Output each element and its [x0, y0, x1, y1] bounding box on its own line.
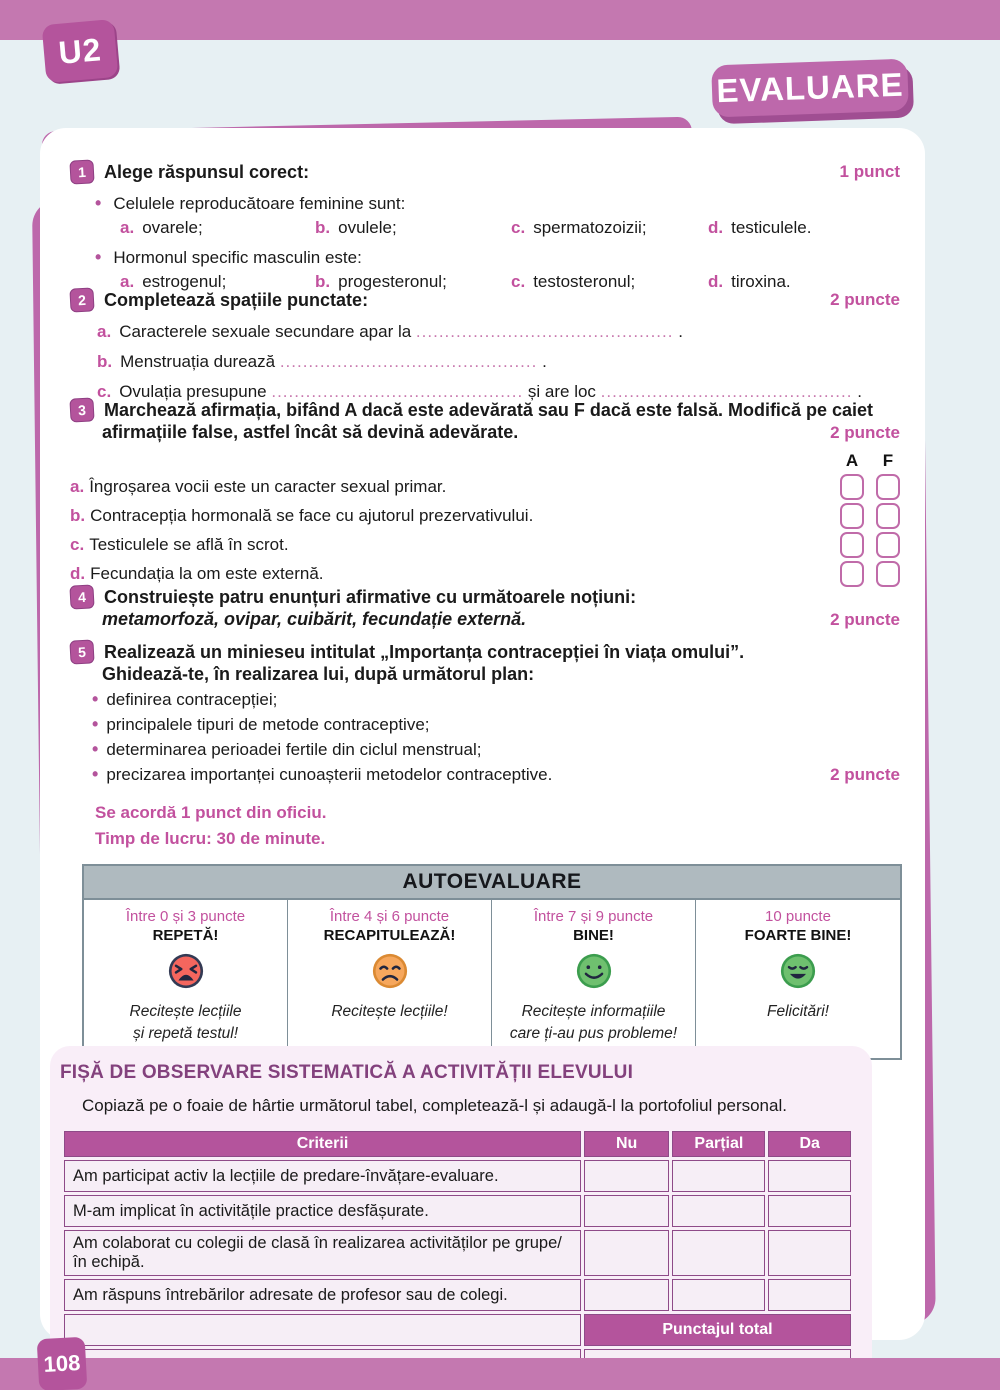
- self-assessment-cell: [84, 900, 288, 1058]
- empty-cell: [64, 1314, 581, 1346]
- self-assessment-cell: [492, 900, 696, 1058]
- dotted-blank: ............................................: [600, 382, 853, 401]
- time-note: Timp de lucru: 30 de minute.: [95, 828, 326, 848]
- statement-row: [70, 561, 900, 587]
- self-assessment-table: [82, 864, 902, 1060]
- question-title-line2: Ghidează-te, în realizarea lui, după următorul plan:: [102, 664, 535, 684]
- question-title-line2: afirmațiile false, astfel încât să devină adevărate.: [102, 422, 519, 442]
- question-4: [70, 585, 900, 630]
- advice-text: Recitește informațiile care ți-au pus probleme!: [509, 1003, 678, 1043]
- answer-cell-partial[interactable]: [672, 1195, 765, 1227]
- question-number-badge: 3: [69, 397, 94, 422]
- statement-text: Îngroșarea vocii este un caracter sexual primar.: [89, 477, 447, 496]
- observation-sheet-title: FIȘĂ DE OBSERVARE SISTEMATICĂ A ACTIVITĂȚII ELEVULUI: [60, 1062, 634, 1083]
- bullet-icon: •: [95, 193, 102, 213]
- score-range: Între 4 și 6 puncte: [329, 908, 450, 925]
- smiling-face-icon: [575, 952, 613, 990]
- laughing-face-icon: [779, 952, 817, 990]
- option-group-prompt: Celulele reproducătoare feminine sunt:: [113, 193, 406, 213]
- exam-notes: [95, 800, 326, 851]
- score-range: Între 7 și 9 puncte: [533, 908, 654, 925]
- question-title: Alege răspunsul corect:: [104, 161, 310, 182]
- evaluation-banner: EVALUARE: [711, 59, 909, 118]
- verdict-label: FOARTE BINE!: [744, 927, 852, 944]
- criterion-text: M-am implicat în activitățile practice desfășurate.: [64, 1195, 581, 1227]
- option-text: spermatozoizii;: [533, 218, 647, 237]
- option-letter: c.: [511, 218, 526, 237]
- bullet-icon: •: [92, 689, 99, 709]
- statement-letter: b.: [70, 506, 86, 525]
- statement-row: [70, 503, 900, 529]
- criterion-text: Am participat activ la lecțiile de predare-învățare-evaluare.: [64, 1160, 581, 1192]
- answer-cell-partial[interactable]: [672, 1279, 765, 1311]
- table-row: [64, 1279, 851, 1311]
- header-partial: Parțial: [672, 1131, 765, 1157]
- fill-in-line: c. Ovulația presupune ............................................ și are loc ............................................ .: [97, 382, 862, 401]
- verdict-label: BINE!: [573, 927, 614, 944]
- score-range: 10 puncte: [765, 908, 831, 925]
- sad-face-icon: [371, 952, 409, 990]
- header-da: Da: [768, 1131, 851, 1157]
- table-row: [64, 1195, 851, 1227]
- dotted-blank: .............................................: [279, 352, 538, 371]
- question-number-badge: 2: [69, 287, 94, 312]
- option-letter: a.: [120, 218, 135, 237]
- option-text: progesteronul;: [338, 272, 447, 291]
- statement-row: [70, 474, 900, 500]
- self-assessment-cell: [288, 900, 492, 1058]
- question-number-badge: 1: [69, 159, 94, 184]
- points-label: 2 puncte: [830, 422, 900, 442]
- question-title: Completează spațiile punctate:: [104, 289, 369, 310]
- answer-cell-da[interactable]: [768, 1279, 851, 1311]
- checkbox-f[interactable]: [876, 474, 900, 500]
- self-assessment-title: AUTOEVALUARE: [84, 866, 900, 900]
- self-assessment-cell: [696, 900, 900, 1058]
- points-label: 2 puncte: [830, 609, 900, 629]
- option-text: ovulele;: [338, 218, 397, 237]
- statement-letter: c.: [70, 535, 85, 554]
- bonus-note: Se acordă 1 punct din oficiu.: [95, 803, 327, 822]
- column-a-label: A: [845, 451, 859, 470]
- answer-cell-partial[interactable]: [672, 1230, 765, 1276]
- option-letter: c.: [511, 272, 526, 291]
- question-number-badge: 5: [69, 639, 94, 664]
- table-header-row: [64, 1131, 851, 1157]
- plan-item: • definirea contracepției;: [92, 689, 278, 709]
- header-nu: Nu: [584, 1131, 669, 1157]
- unit-badge: U2: [42, 19, 119, 83]
- advice-text: Recitește lecțiile și repetă testul!: [129, 1003, 242, 1043]
- option-group-prompt: Hormonul specific masculin este:: [113, 247, 362, 267]
- answer-cell-nu[interactable]: [584, 1279, 669, 1311]
- total-row: [64, 1314, 851, 1346]
- points-label: 2 puncte: [830, 290, 900, 309]
- statement-text: Testiculele se află în scrot.: [89, 535, 289, 554]
- column-f-label: F: [882, 451, 894, 470]
- answer-cell-nu[interactable]: [584, 1230, 669, 1276]
- statement-text: Contracepția hormonală se face cu ajutorul prezervativului.: [90, 506, 534, 525]
- plan-item: • precizarea importanței cunoașterii metodelor contraceptive. 2 puncte: [92, 764, 900, 784]
- checkbox-f[interactable]: [876, 503, 900, 529]
- question-title: Construiește patru enunțuri afirmative cu următoarele noțiuni:: [104, 586, 637, 607]
- crying-face-icon: [167, 952, 205, 990]
- verdict-label: RECAPITULEAZĂ!: [323, 927, 456, 944]
- total-label: Punctajul total: [584, 1314, 851, 1346]
- page-number: 108: [37, 1337, 88, 1390]
- bullet-icon: •: [92, 714, 99, 734]
- bullet-icon: •: [92, 739, 99, 759]
- option-letter: d.: [708, 218, 724, 237]
- option-text: testosteronul;: [533, 272, 636, 291]
- checkbox-f[interactable]: [876, 561, 900, 587]
- true-false-header: [70, 451, 900, 471]
- advice-text: Felicitări!: [766, 1003, 829, 1020]
- option-letter: a.: [120, 272, 135, 291]
- plan-item: • principalele tipuri de metode contraceptive;: [92, 714, 430, 734]
- fill-in-line: b. Menstruația durează ............................................. .: [97, 352, 547, 371]
- statement-row: [70, 532, 900, 558]
- option-letter: b.: [315, 272, 331, 291]
- answer-cell-nu[interactable]: [584, 1195, 669, 1227]
- bottom-band: [0, 1358, 1000, 1390]
- score-range: Între 0 și 3 puncte: [125, 908, 246, 925]
- question-1: [70, 160, 900, 292]
- option-text: ovarele;: [142, 218, 203, 237]
- answer-cell-nu[interactable]: [584, 1160, 669, 1192]
- dotted-blank: ............................................: [271, 382, 524, 401]
- answer-cell-partial[interactable]: [672, 1160, 765, 1192]
- checkbox-f[interactable]: [876, 532, 900, 558]
- fill-in-line: a. Caracterele sexuale secundare apar la ............................................. .: [97, 322, 683, 341]
- header-criterii: Criterii: [64, 1131, 581, 1157]
- observation-sheet-intro: Copiază pe o foaie de hârtie următorul tabel, completează-l și adaugă-l la portofoliul personal.: [82, 1096, 787, 1115]
- criterion-text: Am răspuns întrebărilor adresate de profesor sau de colegi.: [64, 1279, 581, 1311]
- question-3: [70, 398, 900, 587]
- criterion-text: Am colaborat cu colegii de clasă în realizarea activităților pe grupe/în echipă.: [64, 1230, 581, 1276]
- question-number-badge: 4: [69, 584, 94, 609]
- statement-letter: a.: [70, 477, 85, 496]
- dotted-blank: .............................................: [415, 322, 674, 341]
- answer-cell-da[interactable]: [768, 1230, 851, 1276]
- checkbox-a[interactable]: [840, 503, 864, 529]
- advice-text: Recitește lecțiile!: [331, 1003, 448, 1020]
- points-label: 1 punct: [839, 162, 900, 181]
- top-band: [0, 0, 1000, 40]
- observation-table: [61, 1128, 854, 1384]
- question-5: [70, 640, 900, 785]
- table-row: [64, 1230, 851, 1276]
- plan-item: • determinarea perioadei fertile din ciclul menstrual;: [92, 739, 482, 759]
- question-2: [70, 288, 900, 402]
- question-title: Realizează un minieseu intitulat „Importanța contracepției în viața omului”.: [104, 641, 745, 662]
- option-row: [120, 218, 900, 238]
- statement-letter: d.: [70, 564, 86, 583]
- checkbox-a[interactable]: [840, 474, 864, 500]
- statement-text: Fecundația la om este externă.: [90, 564, 324, 583]
- option-letter: b.: [315, 218, 331, 237]
- bullet-icon: •: [92, 764, 99, 784]
- option-text: testiculele.: [731, 218, 812, 237]
- option-text: tiroxina.: [731, 272, 791, 291]
- question-terms: metamorfoză, ovipar, cuibărit, fecundație externă.: [102, 609, 527, 629]
- question-title: Marchează afirmația, bifând A dacă este adevărată sau F dacă este falsă. Modifică pe caiet: [104, 399, 873, 420]
- points-label: 2 puncte: [830, 764, 900, 784]
- verdict-label: REPETĂ!: [152, 927, 219, 944]
- checkbox-a[interactable]: [840, 561, 864, 587]
- checkbox-a[interactable]: [840, 532, 864, 558]
- answer-cell-da[interactable]: [768, 1195, 851, 1227]
- bullet-icon: •: [95, 247, 102, 267]
- answer-cell-da[interactable]: [768, 1160, 851, 1192]
- option-text: estrogenul;: [142, 272, 227, 291]
- observation-sheet-panel: [50, 1046, 872, 1390]
- table-row: [64, 1160, 851, 1192]
- option-letter: d.: [708, 272, 724, 291]
- content-card: [40, 128, 925, 1340]
